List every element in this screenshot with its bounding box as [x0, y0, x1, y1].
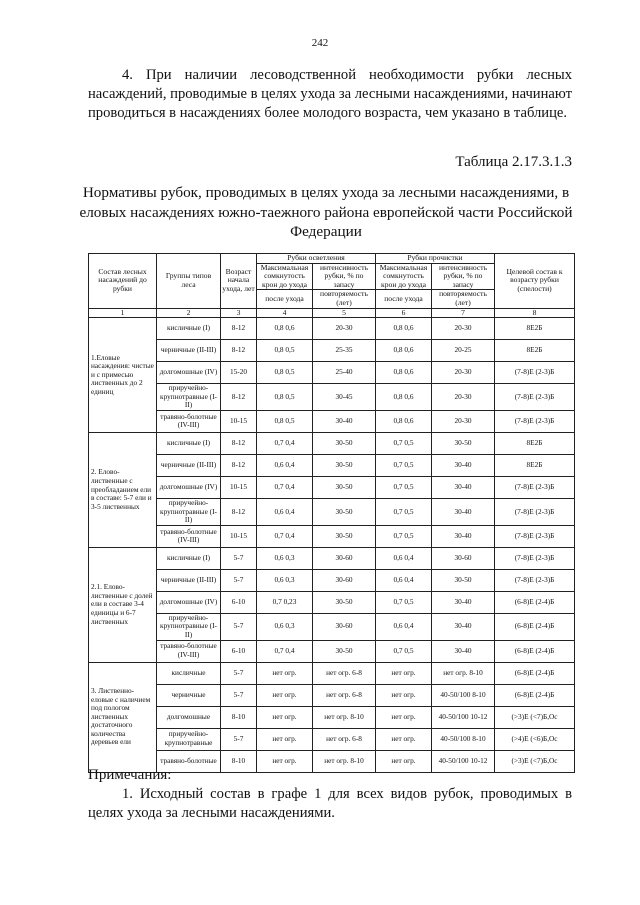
- table-body: [89, 318, 575, 772]
- target-composition-cell: (7-8)Е (2-3)Б: [495, 362, 575, 384]
- density-cell: 0,7 0,23: [257, 591, 313, 613]
- density-cell: 0,8 0,6: [376, 340, 432, 362]
- density-cell: 0,7 0,4: [257, 640, 313, 662]
- column-number: 2: [157, 308, 221, 318]
- intensity-cell: 30-50: [432, 569, 495, 591]
- composition-group-cell: 2. Елово-лиственные с преобладанием ели в составе: 5-7 ели и 3-5 лиственных: [89, 432, 157, 547]
- start-age-cell: 8-12: [221, 432, 257, 454]
- density-cell: 0,8 0,6: [376, 318, 432, 340]
- intensity-cell: 30-40: [313, 410, 376, 432]
- intensity-cell: 20-25: [432, 340, 495, 362]
- start-age-cell: 5-7: [221, 547, 257, 569]
- composition-group-cell: 3. Лиственно-еловые с наличием под пологом лиственных достаточного количества деревьев ели: [89, 662, 157, 772]
- intensity-cell: 25-40: [313, 362, 376, 384]
- intensity-cell: нет огр. 8-10: [313, 706, 376, 728]
- target-composition-cell: 8Е2Б: [495, 318, 575, 340]
- density-cell: 0,7 0,4: [257, 476, 313, 498]
- density-cell: 0,6 0,4: [376, 613, 432, 640]
- density-cell: 0,8 0,5: [257, 410, 313, 432]
- forest-type-cell: черничные (II-III): [157, 454, 221, 476]
- density-cell: нет огр.: [376, 684, 432, 706]
- header-max-density: Максимальная сомкнутость крон до ухода: [376, 263, 432, 290]
- forest-type-cell: долгомошные (IV): [157, 476, 221, 498]
- table-row: [89, 432, 575, 454]
- norms-table: [88, 253, 575, 773]
- intensity-cell: 30-50: [313, 525, 376, 547]
- forest-type-cell: кисличные: [157, 662, 221, 684]
- header-start-age: Возраст начала ухода, лет: [221, 254, 257, 309]
- density-cell: 0,8 0,5: [257, 362, 313, 384]
- table-reference: Таблица 2.17.3.1.3: [455, 154, 572, 170]
- intensity-cell: 30-40: [432, 454, 495, 476]
- target-composition-cell: 8Е2Б: [495, 432, 575, 454]
- density-cell: 0,7 0,5: [376, 432, 432, 454]
- density-cell: 0,6 0,4: [257, 498, 313, 525]
- intensity-cell: 30-40: [432, 498, 495, 525]
- table-header: [89, 254, 575, 318]
- intensity-cell: 20-30: [432, 384, 495, 411]
- header-recurrence: повторяемость (лет): [432, 290, 495, 308]
- start-age-cell: 5-7: [221, 569, 257, 591]
- table-row: [89, 525, 575, 547]
- forest-type-cell: приручейно-крупнотравные: [157, 728, 221, 750]
- column-number: 1: [89, 308, 157, 318]
- header-intensity: интенсивность рубки, % по запасу: [313, 263, 376, 290]
- density-cell: нет огр.: [376, 728, 432, 750]
- header-composition: Состав лесных насаждений до рубки: [89, 254, 157, 309]
- column-number: 4: [257, 308, 313, 318]
- header-forest-type: Группы типов леса: [157, 254, 221, 309]
- start-age-cell: 8-12: [221, 454, 257, 476]
- start-age-cell: 8-10: [221, 706, 257, 728]
- table-row: [89, 547, 575, 569]
- density-cell: 0,8 0,5: [257, 384, 313, 411]
- intensity-cell: 40-50/100 8-10: [432, 684, 495, 706]
- table-row: [89, 684, 575, 706]
- intensity-cell: 25-35: [313, 340, 376, 362]
- density-cell: 0,7 0,5: [376, 525, 432, 547]
- density-cell: 0,7 0,5: [376, 591, 432, 613]
- forest-type-cell: приручейно-крупнотравные (I-II): [157, 498, 221, 525]
- composition-group-cell: 1.Еловые насаждения: чистые и с примесью лиственных до 2 единиц: [89, 318, 157, 433]
- intensity-cell: 30-50: [313, 591, 376, 613]
- table-row: [89, 591, 575, 613]
- target-composition-cell: (>3)Е (<7)Б,Ос: [495, 706, 575, 728]
- forest-type-cell: долгомошные (IV): [157, 591, 221, 613]
- target-composition-cell: (7-8)Е (2-3)Б: [495, 525, 575, 547]
- forest-type-cell: приручейно-крупнотравные (I-II): [157, 384, 221, 411]
- intensity-cell: нет огр. 8-10: [313, 750, 376, 772]
- forest-type-cell: приручейно-крупнотравные (I-II): [157, 613, 221, 640]
- density-cell: 0,6 0,4: [376, 569, 432, 591]
- start-age-cell: 10-15: [221, 476, 257, 498]
- table-row: [89, 410, 575, 432]
- column-number: 6: [376, 308, 432, 318]
- table-row: [89, 662, 575, 684]
- target-composition-cell: (7-8)Е (2-3)Б: [495, 476, 575, 498]
- table-row: [89, 706, 575, 728]
- density-cell: 0,7 0,4: [257, 432, 313, 454]
- start-age-cell: 8-12: [221, 498, 257, 525]
- density-cell: нет огр.: [376, 750, 432, 772]
- density-cell: 0,7 0,4: [257, 525, 313, 547]
- density-cell: 0,6 0,4: [257, 454, 313, 476]
- intensity-cell: 30-50: [432, 432, 495, 454]
- target-composition-cell: (7-8)Е (2-3)Б: [495, 384, 575, 411]
- intensity-cell: 20-30: [432, 318, 495, 340]
- density-cell: нет огр.: [376, 706, 432, 728]
- density-cell: 0,6 0,4: [376, 547, 432, 569]
- note-1: 1. Исходный состав в графе 1 для всех видов рубок, проводимых в целях ухода за лесными насаждениями.: [88, 786, 572, 821]
- page-number: 242: [311, 37, 329, 49]
- header-intensity: интенсивность рубки, % по запасу: [432, 263, 495, 290]
- start-age-cell: 8-12: [221, 340, 257, 362]
- density-cell: 0,8 0,6: [376, 410, 432, 432]
- start-age-cell: 6-10: [221, 591, 257, 613]
- density-cell: нет огр.: [257, 662, 313, 684]
- start-age-cell: 10-15: [221, 410, 257, 432]
- intensity-cell: 30-40: [432, 591, 495, 613]
- intensity-cell: 30-60: [432, 547, 495, 569]
- start-age-cell: 8-12: [221, 384, 257, 411]
- intensity-cell: 30-40: [432, 640, 495, 662]
- forest-type-cell: травяно-болотные: [157, 750, 221, 772]
- table-row: [89, 384, 575, 411]
- forest-type-cell: долгомошные: [157, 706, 221, 728]
- column-number: 7: [432, 308, 495, 318]
- intensity-cell: нет огр. 6-8: [313, 728, 376, 750]
- density-cell: 0,7 0,5: [376, 498, 432, 525]
- forest-type-cell: черничные (II-III): [157, 340, 221, 362]
- density-cell: 0,8 0,6: [376, 384, 432, 411]
- notes-heading: Примечания:: [88, 767, 172, 783]
- intensity-cell: 30-50: [313, 640, 376, 662]
- target-composition-cell: (6-8)Е (2-4)Б: [495, 662, 575, 684]
- forest-type-cell: долгомошные (IV): [157, 362, 221, 384]
- header-osvetleniya: Рубки осветления: [257, 254, 376, 264]
- intensity-cell: 20-30: [432, 362, 495, 384]
- target-composition-cell: (7-8)Е (2-3)Б: [495, 498, 575, 525]
- target-composition-cell: (7-8)Е (2-3)Б: [495, 410, 575, 432]
- intensity-cell: 40-50/100 8-10: [432, 728, 495, 750]
- density-cell: 0,8 0,6: [376, 362, 432, 384]
- intensity-cell: нет огр. 8-10: [432, 662, 495, 684]
- table-row: [89, 318, 575, 340]
- target-composition-cell: (6-8)Е (2-4)Б: [495, 613, 575, 640]
- start-age-cell: 5-7: [221, 684, 257, 706]
- forest-type-cell: черничные (II-III): [157, 569, 221, 591]
- table-row: [89, 476, 575, 498]
- density-cell: 0,6 0,3: [257, 547, 313, 569]
- start-age-cell: 10-15: [221, 525, 257, 547]
- table-row: [89, 728, 575, 750]
- density-cell: нет огр.: [376, 662, 432, 684]
- intensity-cell: 30-50: [313, 432, 376, 454]
- table-row: [89, 498, 575, 525]
- header-recurrence: повторяемость (лет): [313, 290, 376, 308]
- forest-type-cell: травяно-болотные (IV-III): [157, 525, 221, 547]
- intensity-cell: 30-50: [313, 454, 376, 476]
- start-age-cell: 6-10: [221, 640, 257, 662]
- target-composition-cell: (7-8)Е (2-3)Б: [495, 547, 575, 569]
- table-row: [89, 362, 575, 384]
- intensity-cell: 40-50/100 10-12: [432, 750, 495, 772]
- intensity-cell: 30-60: [313, 569, 376, 591]
- table-row: [89, 454, 575, 476]
- density-cell: нет огр.: [257, 684, 313, 706]
- table-row: [89, 613, 575, 640]
- start-age-cell: 15-20: [221, 362, 257, 384]
- intro-paragraph: 4. При наличии лесоводственной необходимости рубки лесных насаждений, проводимые в целях ухода за лесными насаждениями, начинают проводиться в насаждениях более молодого возраста, чем указано в таблице.: [88, 67, 572, 121]
- composition-group-cell: 2.1. Елово-лиственные с долей ели в составе 3-4 единицы и 6-7 лиственных: [89, 547, 157, 662]
- density-cell: нет огр.: [257, 706, 313, 728]
- start-age-cell: 8-12: [221, 318, 257, 340]
- header-after-care: после ухода: [376, 290, 432, 308]
- header-after-care: после ухода: [257, 290, 313, 308]
- start-age-cell: 8-10: [221, 750, 257, 772]
- density-cell: 0,8 0,5: [257, 340, 313, 362]
- start-age-cell: 5-7: [221, 613, 257, 640]
- start-age-cell: 5-7: [221, 728, 257, 750]
- forest-type-cell: кисличные (I): [157, 318, 221, 340]
- intensity-cell: 20-30: [313, 318, 376, 340]
- intensity-cell: нет огр. 6-8: [313, 662, 376, 684]
- density-cell: 0,7 0,5: [376, 454, 432, 476]
- intensity-cell: 30-40: [432, 613, 495, 640]
- intensity-cell: 20-30: [432, 410, 495, 432]
- density-cell: нет огр.: [257, 728, 313, 750]
- density-cell: 0,7 0,5: [376, 640, 432, 662]
- intensity-cell: нет огр. 6-8: [313, 684, 376, 706]
- target-composition-cell: (>3)Е (<7)Б,Ос: [495, 750, 575, 772]
- intensity-cell: 30-40: [432, 525, 495, 547]
- intensity-cell: 30-60: [313, 547, 376, 569]
- forest-type-cell: кисличные (I): [157, 432, 221, 454]
- forest-type-cell: травяно-болотные (IV-III): [157, 410, 221, 432]
- density-cell: 0,7 0,5: [376, 476, 432, 498]
- density-cell: 0,8 0,6: [257, 318, 313, 340]
- intensity-cell: 30-50: [313, 476, 376, 498]
- header-target-composition: Целевой состав к возрасту рубки (спелости): [495, 254, 575, 309]
- table-title: Нормативы рубок, проводимых в целях ухода за лесными насаждениями, в еловых насаждениях южно-таежного района европейской части Российской Федерации: [79, 184, 573, 240]
- intensity-cell: 30-45: [313, 384, 376, 411]
- intensity-cell: 30-60: [313, 613, 376, 640]
- target-composition-cell: 8Е2Б: [495, 454, 575, 476]
- target-composition-cell: (7-8)Е (2-3)Б: [495, 569, 575, 591]
- header-prochistki: Рубки прочистки: [376, 254, 495, 264]
- table-row: [89, 569, 575, 591]
- column-number: 3: [221, 308, 257, 318]
- column-numbers-row: [89, 308, 575, 318]
- target-composition-cell: (>4)Е (<6)Б,Ос: [495, 728, 575, 750]
- density-cell: нет огр.: [257, 750, 313, 772]
- table-row: [89, 340, 575, 362]
- density-cell: 0,6 0,3: [257, 613, 313, 640]
- forest-type-cell: кисличные (I): [157, 547, 221, 569]
- header-max-density: Максимальная сомкнутость крон до ухода: [257, 263, 313, 290]
- start-age-cell: 5-7: [221, 662, 257, 684]
- target-composition-cell: (6-8)Е (2-4)Б: [495, 640, 575, 662]
- target-composition-cell: 8Е2Б: [495, 340, 575, 362]
- column-number: 5: [313, 308, 376, 318]
- forest-type-cell: травяно-болотные (IV-III): [157, 640, 221, 662]
- table-row: [89, 640, 575, 662]
- intensity-cell: 40-50/100 10-12: [432, 706, 495, 728]
- density-cell: 0,6 0,3: [257, 569, 313, 591]
- target-composition-cell: (6-8)Е (2-4)Б: [495, 684, 575, 706]
- intensity-cell: 30-40: [432, 476, 495, 498]
- forest-type-cell: черничные: [157, 684, 221, 706]
- column-number: 8: [495, 308, 575, 318]
- intensity-cell: 30-50: [313, 498, 376, 525]
- target-composition-cell: (6-8)Е (2-4)Б: [495, 591, 575, 613]
